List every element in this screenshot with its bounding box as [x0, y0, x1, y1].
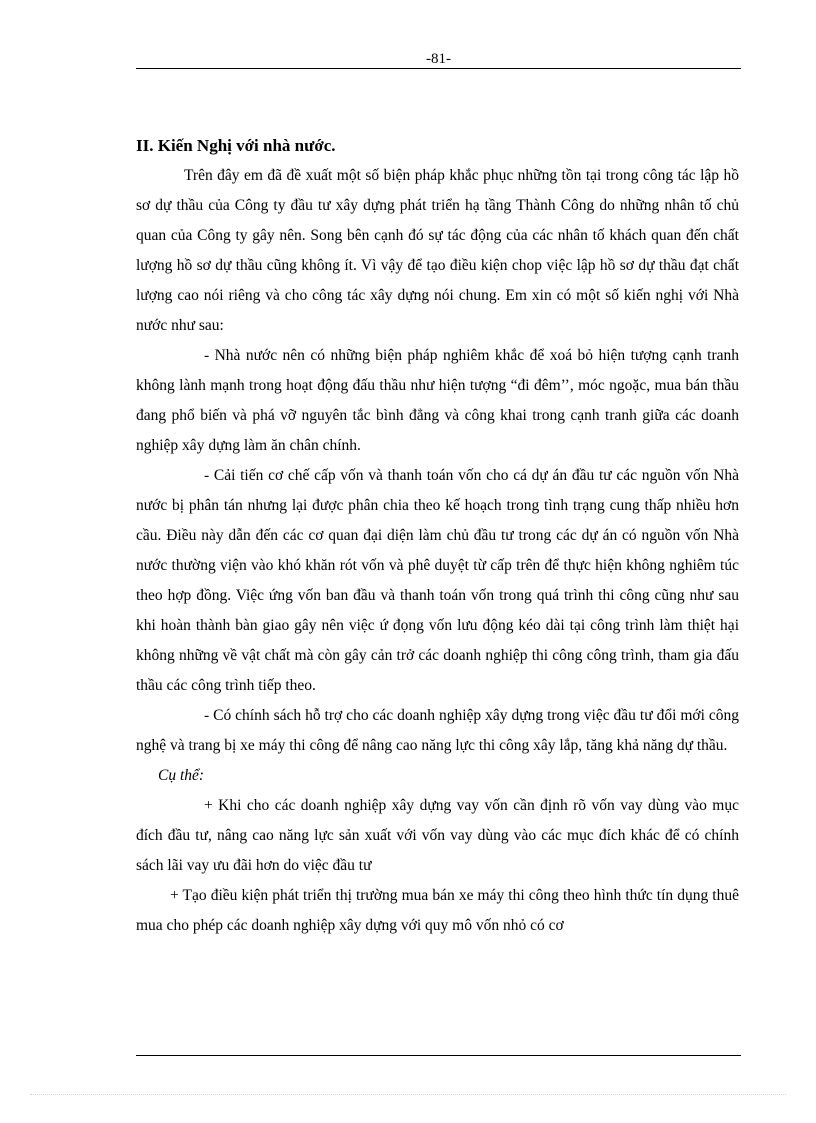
- page-edge-line: [30, 1094, 786, 1095]
- document-body: [136, 131, 739, 941]
- recommendation-item: - Cải tiến cơ chế cấp vốn và thanh toán vốn cho cá dự án đầu tư các nguồn vốn Nhà nước bị phân tán nhưng lại được phân chia theo kế hoạch trong tình trạng cung thấp nhiều hơn cầu. Điều này dẫn đến các cơ quan đại diện làm chủ đầu tư trong các dự án có nguồn vốn Nhà nước thường viện vào khó khăn rót vốn và phê duyệt từ cấp trên để thực hiện không nghiêm túc theo hợp đồng. Việc ứng vốn ban đầu và thanh toán vốn trong quá trình thi công cũng như sau khi hoàn thành bàn giao gây nên việc ứ đọng vốn lưu động kéo dài tại công trình làm thiệt hại không những về vật chất mà còn gây cản trở các doanh nghiệp thi công công trình, tham gia đấu thầu các công trình tiếp theo.: [136, 467, 739, 694]
- specific-item: + Tạo điều kiện phát triển thị trường mua bán xe máy thi công theo hình thức tín dụng thuê mua cho phép các doanh nghiệp xây dựng với quy mô vốn nhỏ có cơ: [136, 887, 739, 934]
- recommendation-item: - Có chính sách hỗ trợ cho các doanh nghiệp xây dựng trong việc đầu tư đổi mới công nghệ và trang bị xe máy thi công để nâng cao năng lực thi công xây lắp, tăng khả năng dự thầu.: [136, 707, 739, 754]
- specific-item: + Khi cho các doanh nghiệp xây dựng vay vốn cần định rõ vốn vay dùng vào mục đích đầu tư, nâng cao năng lực sản xuất với vốn vay dùng vào các mục đích khác để có chính sách lãi vay ưu đãi hơn do việc đầu tư: [136, 797, 739, 874]
- footer-divider: [136, 1055, 741, 1056]
- section-heading: II. Kiến Nghị với nhà nước.: [136, 136, 336, 155]
- intro-paragraph: Trên đây em đã đề xuất một số biện pháp khắc phục những tồn tại trong công tác lập hồ sơ dự thầu của Công ty đầu tư xây dựng phát triển hạ tầng Thành Công do những nhân tố chủ quan của Công ty gây nên. Song bên cạnh đó sự tác động của các nhân tố khách quan đến chất lượng hồ sơ dự thầu cũng không ít. Vì vậy để tạo điều kiện chop việc lập hồ sơ dự thầu đạt chất lượng cao nói riêng và cho công tác xây dựng nói chung. Em xin có một số kiến nghị với Nhà nước như sau:: [136, 167, 739, 334]
- specifics-label: Cụ thể:: [158, 767, 205, 784]
- recommendation-item: - Nhà nước nên có những biện pháp nghiêm khắc để xoá bỏ hiện tượng cạnh tranh không lành mạnh trong hoạt động đấu thầu như hiện tượng “đi đêm’’, móc ngoặc, mua bán thầu đang phổ biến và phá vỡ nguyên tắc bình đẳng và công khai trong cạnh tranh giữa các doanh nghiệp xây dựng làm ăn chân chính.: [136, 347, 739, 454]
- header-divider: [136, 68, 741, 69]
- page-number: -81-: [426, 51, 451, 67]
